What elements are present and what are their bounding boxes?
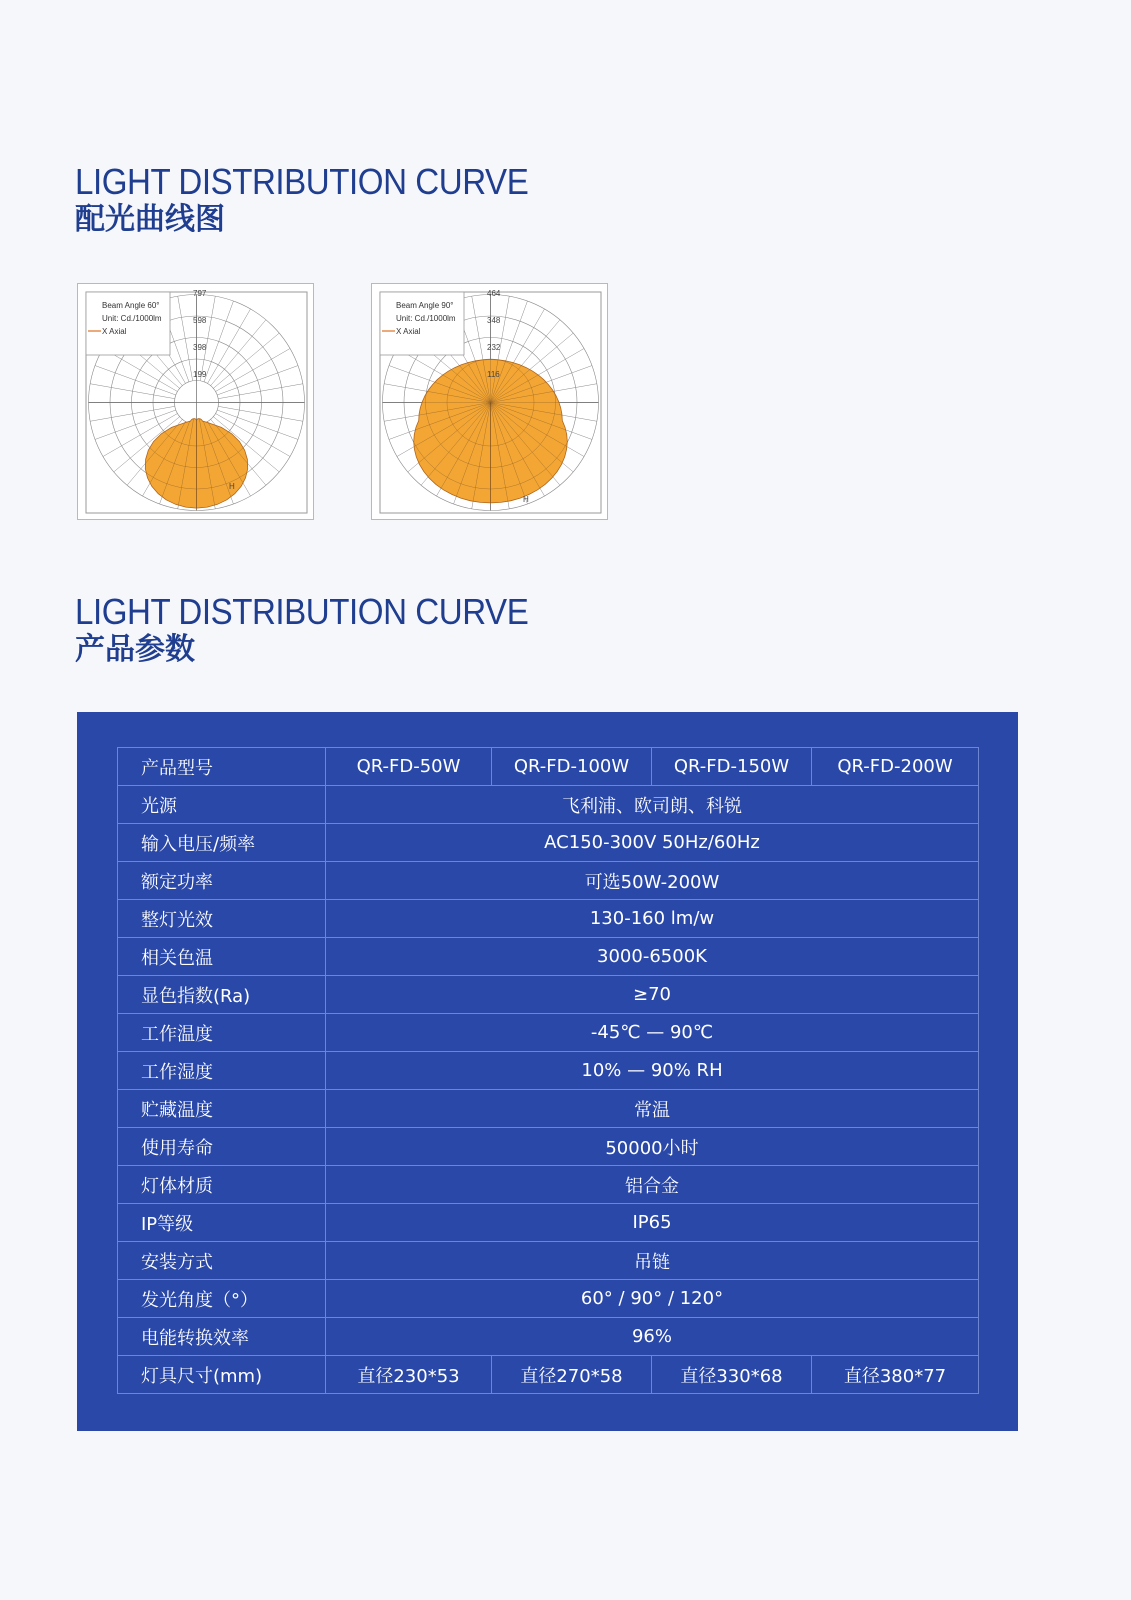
table-row [118, 900, 979, 938]
row-label: 发光角度（°） [118, 1280, 326, 1318]
table-row [118, 1166, 979, 1204]
row-label: 安装方式 [118, 1242, 326, 1280]
legend-unit: Unit: Cd./1000lm [396, 314, 456, 323]
ring-label: 199 [193, 370, 207, 379]
table-row-size [118, 1356, 979, 1394]
row-label: 电能转换效率 [118, 1318, 326, 1356]
row-value: 吊链 [326, 1242, 979, 1280]
row-label: 显色指数(Ra) [118, 976, 326, 1014]
row-value: IP65 [326, 1204, 979, 1242]
row-value: AC150-300V 50Hz/60Hz [326, 824, 979, 862]
row-label: 贮藏温度 [118, 1090, 326, 1128]
table-header-row [118, 748, 979, 786]
light-distribution-diagram-60 [77, 283, 314, 520]
row-value: 常温 [326, 1090, 979, 1128]
row-value: 60° / 90° / 120° [326, 1280, 979, 1318]
row-label: IP等级 [118, 1204, 326, 1242]
model-column-header: QR-FD-100W [492, 748, 652, 786]
table-row [118, 1052, 979, 1090]
light-distribution-diagram-90 [371, 283, 608, 520]
row-value: ≥70 [326, 976, 979, 1014]
row-label: 工作温度 [118, 1014, 326, 1052]
table-row [118, 786, 979, 824]
model-column-header: QR-FD-50W [326, 748, 492, 786]
row-label: 灯体材质 [118, 1166, 326, 1204]
row-label: 整灯光效 [118, 900, 326, 938]
row-value: 130-160 lm/w [326, 900, 979, 938]
section1-title-en: LIGHT DISTRIBUTION CURVE [75, 161, 529, 202]
model-column-header: QR-FD-150W [652, 748, 812, 786]
table-row [118, 862, 979, 900]
size-value: 直径270*58 [492, 1356, 652, 1394]
row-value: 3000-6500K [326, 938, 979, 976]
table-row [118, 1280, 979, 1318]
row-label: 灯具尺寸(mm) [118, 1356, 326, 1394]
model-column-header: QR-FD-200W [812, 748, 979, 786]
ring-label: 598 [193, 316, 207, 325]
ring-label: 232 [487, 343, 501, 352]
polar-plot-60 [78, 284, 315, 521]
legend-series: X Axial [102, 327, 127, 336]
legend-series: X Axial [396, 327, 421, 336]
table-row [118, 1204, 979, 1242]
ring-label: 116 [487, 370, 500, 379]
row-value: 50000小时 [326, 1128, 979, 1166]
parameters-table [117, 747, 979, 1394]
row-value: 96% [326, 1318, 979, 1356]
polar-plot-90 [372, 284, 609, 521]
size-value: 直径230*53 [326, 1356, 492, 1394]
section2-heading [75, 592, 568, 668]
h-axis-label: H [229, 482, 235, 491]
table-row [118, 1128, 979, 1166]
legend-beam-angle: Beam Angle 60° [102, 301, 160, 310]
row-label: 光源 [118, 786, 326, 824]
table-row [118, 1318, 979, 1356]
ring-label: 398 [193, 343, 207, 352]
row-value: 可选50W-200W [326, 862, 979, 900]
row-label: 额定功率 [118, 862, 326, 900]
table-row [118, 938, 979, 976]
legend-beam-angle: Beam Angle 90° [396, 301, 454, 310]
row-value: -45℃ — 90℃ [326, 1014, 979, 1052]
row-label: 输入电压/频率 [118, 824, 326, 862]
row-label: 工作湿度 [118, 1052, 326, 1090]
table-row [118, 1242, 979, 1280]
table-row [118, 1090, 979, 1128]
parameters-panel [77, 712, 1018, 1431]
size-value: 直径330*68 [652, 1356, 812, 1394]
legend-unit: Unit: Cd./1000lm [102, 314, 162, 323]
table-row [118, 1014, 979, 1052]
row-value: 10% — 90% RH [326, 1052, 979, 1090]
row-label: 相关色温 [118, 938, 326, 976]
table-row [118, 976, 979, 1014]
ring-label: 348 [487, 316, 501, 325]
row-value: 飞利浦、欧司朗、科锐 [326, 786, 979, 824]
table-row [118, 824, 979, 862]
ring-label: 464 [487, 289, 501, 298]
header-label: 产品型号 [118, 748, 326, 786]
size-value: 直径380*77 [812, 1356, 979, 1394]
section1-heading [75, 162, 568, 238]
h-axis-label: H [523, 495, 529, 504]
section2-title-en: LIGHT DISTRIBUTION CURVE [75, 591, 529, 632]
ring-label: 797 [193, 289, 207, 298]
section1-title-cn: 配光曲线图 [75, 202, 225, 237]
row-value: 铝合金 [326, 1166, 979, 1204]
row-label: 使用寿命 [118, 1128, 326, 1166]
section2-title-cn: 产品参数 [75, 632, 195, 667]
